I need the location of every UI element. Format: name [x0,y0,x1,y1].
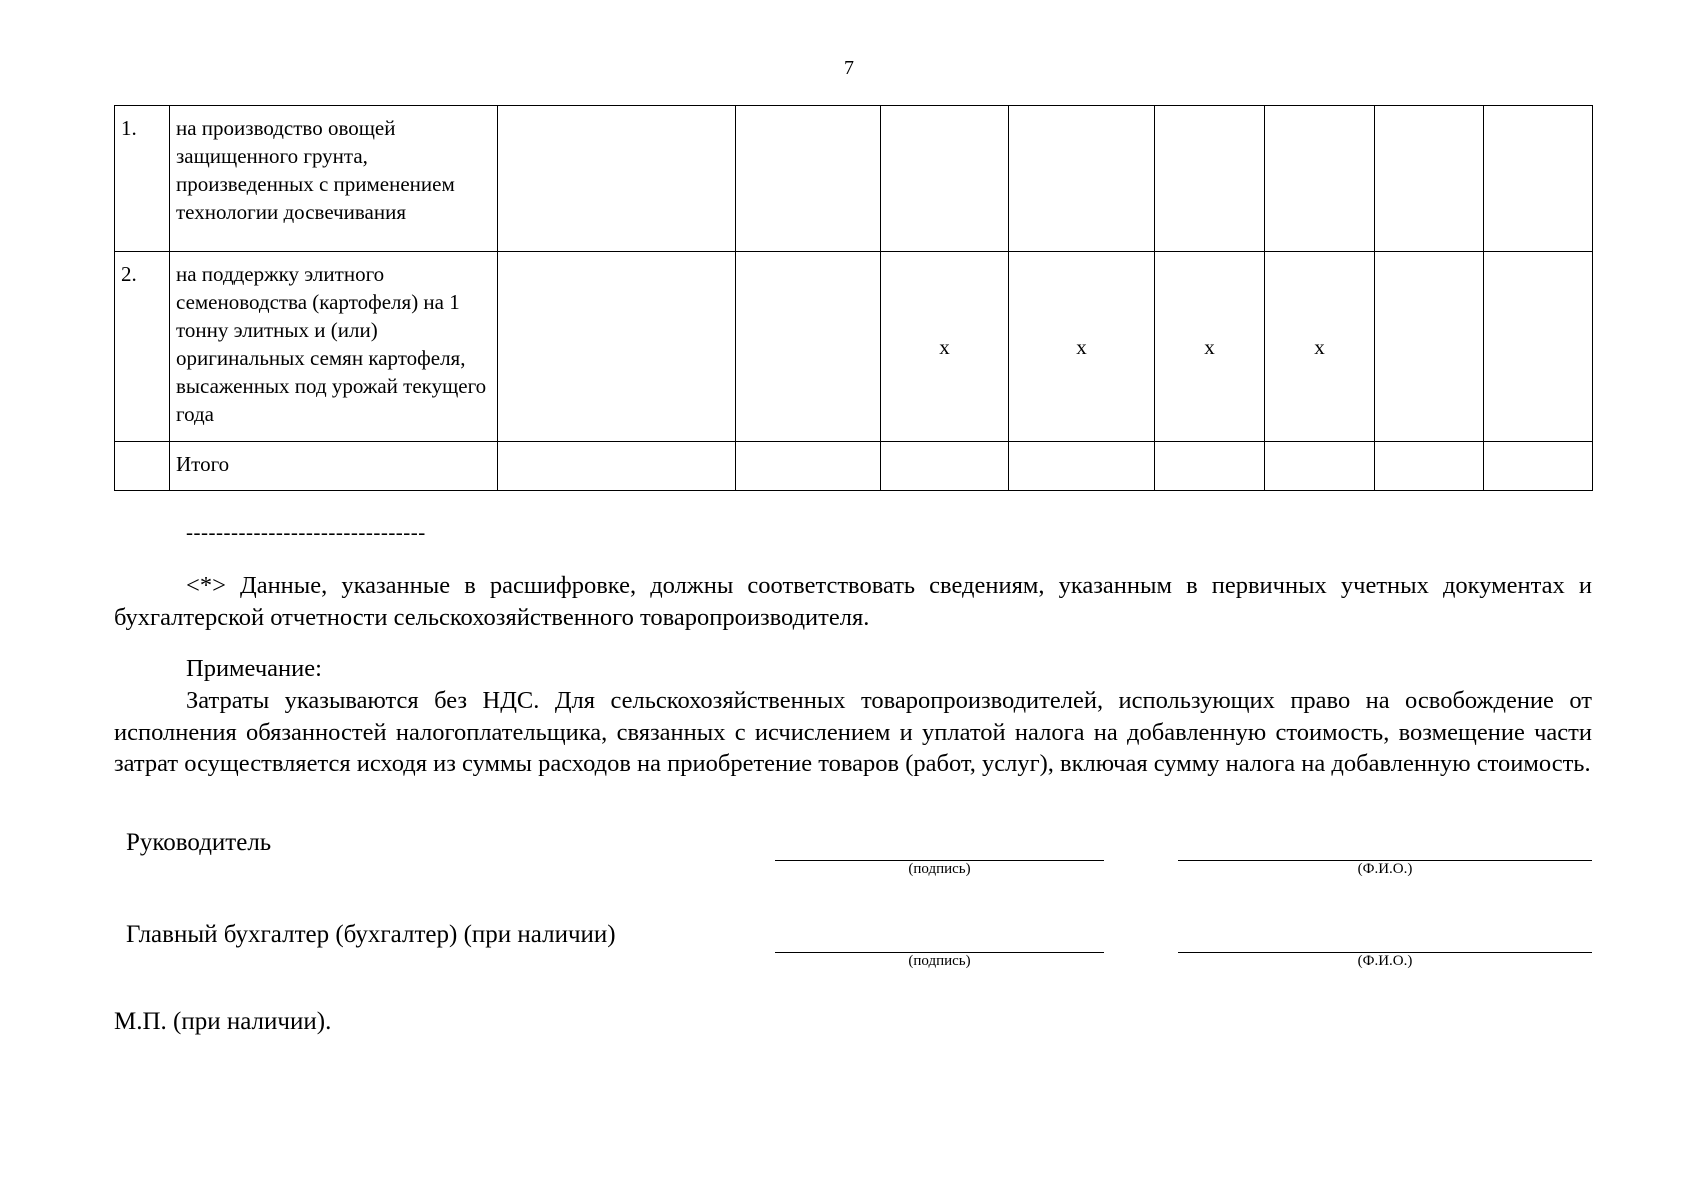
table-cell [1484,252,1593,442]
row-name: на производство овощей защищенного грунта, произведенных с применением технологии досвечивания [170,106,498,252]
signature-caption: (подпись) [908,953,971,969]
table-cell [881,106,1009,252]
table-cell [1265,106,1375,252]
signature-caption: (подпись) [908,861,971,877]
table-cell [1375,106,1484,252]
table-cell: х [1265,252,1375,442]
table-cell [1155,106,1265,252]
note-title: Примечание: [186,655,322,682]
table-row-total [115,442,1593,491]
table-cell [1155,442,1265,491]
table-cell [736,252,881,442]
table-cell: х [881,252,1009,442]
costs-table [114,105,1593,491]
table-cell [736,106,881,252]
row-name: Итого [170,442,498,491]
table-cell [736,442,881,491]
table-cell [1265,442,1375,491]
signature-label-accountant: Главный бухгалтер (бухгалтер) (при наличии) [126,921,616,948]
table-cell [1484,106,1593,252]
footnote: <*> Данные, указанные в расшифровке, должны соответствовать сведениям, указанным в первичных учетных документах и бухгалтерской отчетности сельскохозяйственного товаропроизводителя. [114,572,1592,631]
table-cell [498,442,736,491]
footnote-separator: -------------------------------- [186,520,426,544]
table-cell [1484,442,1593,491]
table-cell [1009,442,1155,491]
table-cell [498,252,736,442]
row-name: на поддержку элитного семеноводства (картофеля) на 1 тонну элитных и (или) оригинальных семян картофеля, высаженных под урожай текущего года [170,252,498,442]
page-number: 7 [844,57,854,79]
row-number: 1. [115,106,170,252]
stamp-place: М.П. (при наличии). [114,1008,332,1035]
table-cell: х [1009,252,1155,442]
table-cell [1009,106,1155,252]
note-text: Затраты указываются без НДС. Для сельскохозяйственных товаропроизводителей, использующих право на освобождение от исполнения обязанностей налогоплательщика, связанных с исчислением и уплатой налога на добавленную стоимость, возмещение части затрат осуществляется исходя из суммы расходов на приобретение товаров (работ, услуг), включая сумму налога на добавленную стоимость. [114,687,1592,777]
row-number [115,442,170,491]
table-cell [1375,252,1484,442]
row-number: 2. [115,252,170,442]
table-row [115,252,1593,442]
name-caption: (Ф.И.О.) [1357,861,1413,877]
table-cell [498,106,736,252]
table-cell [1375,442,1484,491]
signature-label-head: Руководитель [126,829,272,856]
table-row [115,106,1593,252]
table-cell: х [1155,252,1265,442]
table-cell [881,442,1009,491]
name-caption: (Ф.И.О.) [1357,953,1413,969]
